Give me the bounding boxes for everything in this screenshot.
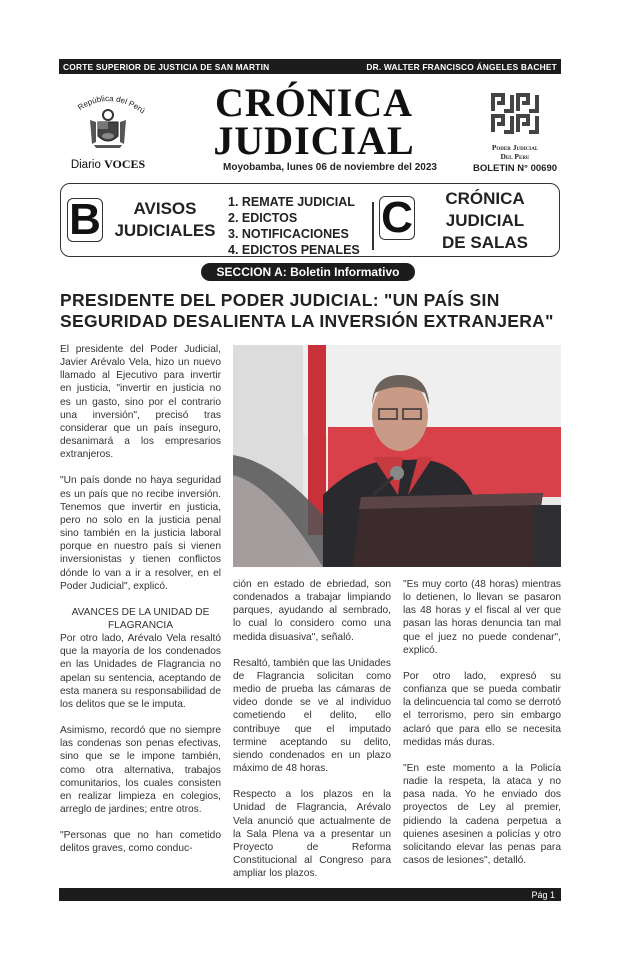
coat-of-arms-icon [88,108,128,150]
section-divider [372,202,374,250]
section-b-item: 4. EDICTOS PENALES [228,243,360,257]
svg-text:República del Perú: República del Perú [76,93,147,116]
article-photo [233,345,561,567]
paragraph: El presidente del Poder Judicial, Javier Arévalo Vela, hizo un nuevo llamado al Ejecutivo para invertir en justicia, "invertir en justicia no es un gasto, sino por el contrario una inversión", precisó tras considerar que un país inseguro, desanimará a los empresarios extranjeros. [60,344,221,461]
paragraph: "Es muy corto (48 horas) mientras lo detienen, lo llevan se pasaron las 48 horas y el fiscal al ver que pasan las horas denuncia tan mal que el juez no puede condenar", explicó. [403,579,561,656]
paragraph: "En este momento a la Policía nadie la respeta, la ataca y no pasa nada. Yo he enviado dos proyectos de Ley al premier, pidiendo la cadena perpetua a quienes asesinen a policías y otro solicitando elevar las penas para casos de lesiones", detalló. [403,762,561,866]
section-c-letter: C [379,196,415,240]
page-number: Pág 1 [531,889,555,900]
section-c-title: CRÓNICA JUDICIAL DE SALAS [442,189,528,252]
newspaper-name: Diario VOCES [70,157,146,171]
article-column-2 [233,578,391,893]
court-president-name: DR. WALTER FRANCISCO ÁNGELES BACHET [366,61,557,72]
court-name: CORTE SUPERIOR DE JUSTICIA DE SAN MARTIN [63,61,270,72]
title-line-1: CRÓNICA [214,80,414,125]
title-line-2: JUDICIAL [213,118,415,163]
poder-judicial-logo [469,92,561,174]
section-b-item: 1. REMATE JUDICIAL [228,195,355,209]
top-banner [59,59,561,74]
paragraph: Respecto a los plazos en la Unidad de Flagrancia, Arévalo Vela anunció que actualmente de la Sala Plena va a presentar un Proyecto de Reforma Constitucional al Congreso para ampliar los plazos. [233,789,391,880]
institution-name: Poder Judicial Del Peru [491,143,539,161]
section-b-items [228,194,360,258]
footer-bar [59,888,561,901]
paragraph: "Personas que no han cometido delitos graves, como conduc- [60,830,221,855]
section-b-item: 3. NOTIFICACIONES [228,227,349,241]
paragraph: Por otro lado, Arévalo Vela resaltó que la mayoría de los condenados en las Unidades de Flagrancia no apelan su sentencia, aceptando de esta manera su responsabilidad de los delitos que se le imputa. [60,633,221,710]
diario-voces-logo [65,86,151,174]
poder-judicial-icon [490,92,540,134]
masthead [59,80,561,175]
section-b-letter: B [67,198,103,242]
speaker-photo-image [233,345,561,567]
paragraph: Resaltó, también que las Unidades de Flagrancia solicitan como medio de prueba las cámaras de video donde se ve al individuo cometiendo el delito, ello contribuye que el imputado termine aceptando su delito, siendo condenados en un plazo máximo de 48 horas. [233,657,392,775]
article-subheading: AVANCES DE LA UNIDAD DE FLAGRANCIA [71,606,210,631]
paragraph: ción en estado de ebriedad, son condenados a trabajar limpiando parques, ayudando al sembrado, lo cual lo considero como una medida disuasiva", señaló. [233,579,391,643]
bulletin-number: BOLETIN N° 00690 [472,163,558,174]
paragraph: "Un país donde no haya seguridad es un país que no recibe inversión. Tenemos que invertir en justicia, pero no solo en la justicia penal sino también en la justicia laboral porque en nuestro país si vienen inversionistas y tienen conflictos dónde lo van a ir a resolver, en el Poder Judicial", explicó. [60,475,221,592]
article-headline: PRESIDENTE DEL PODER JUDICIAL: "UN PAÍS SIN SEGURIDAD DESALIENTA LA INVERSIÓN EXTRANJERA" [60,290,554,331]
dateline: Moyobamba, lunes 06 de noviembre del 2023 [223,162,437,173]
newspaper-title [199,80,429,163]
paragraph: Por otro lado, expresó su confianza que se pueda combatir la delincuencia tal como se derrotó el terrorismo, pero sin embargo aclaró que para ello se necesita medidas más duras. [403,670,561,748]
article-column-3 [403,578,561,880]
section-label: SECCION A: Boletin Informativo [201,263,415,281]
article-column-1 [60,343,221,868]
sections-index [60,183,560,257]
section-b-item: 2. EDICTOS [228,211,298,225]
section-b-title: AVISOS JUDICIALES [114,199,216,240]
paragraph: Asimismo, recordó que no siempre las condenas son penas efectivas, sino que se le impone también, como otra alternativa, trabajos comunitarios, los cuales consisten en realizar limpieza en colegios, arreglo de jardines; entre otros. [60,725,221,815]
